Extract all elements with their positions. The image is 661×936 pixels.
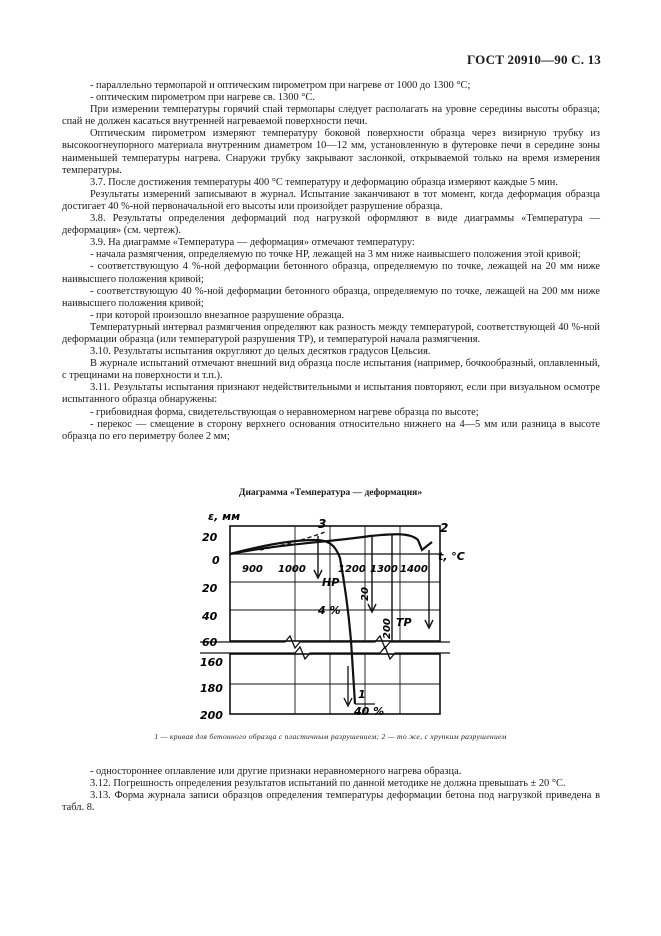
paragraph: - одностороннее оплавление или другие признаки неравномерного нагрева образца. (90, 766, 462, 777)
x-axis-label: t, °C (438, 550, 465, 563)
paragraph: - соответствующую 4 %-ной деформации бетонного образца, определяемую по точке, лежащей на 20 мм ниже наивысшего положения кривой; (62, 261, 600, 285)
y-tick-label: 180 (200, 682, 223, 695)
paragraph: 3.9. На диаграмме «Температура — деформация» отмечают температуру: (90, 237, 415, 249)
x-tick-label: 1000 (278, 564, 306, 575)
figure-caption: 1 — кривая для бетонного образца с пластичным разрушением; 2 — то же, с хрупким разрушением (154, 732, 507, 741)
paragraph: 3.13. Форма журнала записи образцов определения температуры деформации бетона под нагрузкой приведена в табл. 8. (62, 790, 600, 814)
y-tick-label: 40 (202, 610, 218, 623)
paragraph: - соответствующую 40 %-ной деформации бетонного образца, определяемую по точке, лежащей на 200 мм ниже наивысшего положения кривой; (62, 285, 600, 309)
paragraph: Оптическим пирометром измеряют температуру боковой поверхности образца через визирную трубку из высокоогнеупорного материала внутренним диаметром 10—12 мм, установленную в футеровке печи в середине зоны наименьшей температуры нагрева. Снаружи трубку закрывают заслонкой, открываемой только на время измерения температуры. (62, 128, 600, 176)
paragraph: 3.8. Результаты определения деформаций под нагрузкой оформляют в виде диаграммы «Температура — деформация» (см. чертеж). (62, 213, 600, 237)
annotation-40pct: 40 % (354, 705, 385, 718)
figure-title: Диаграмма «Температура — деформация» (238, 488, 423, 498)
annotation-20: 20 (360, 587, 371, 601)
y-tick-label: 160 (200, 656, 223, 669)
paragraph: - при которой произошло внезапное разрушение образца. (90, 309, 345, 321)
y-tick-label: 20 (202, 582, 218, 595)
annotation-200: 200 (382, 618, 393, 639)
main-text (62, 80, 600, 443)
y-tick-label: 200 (200, 709, 223, 722)
paragraph: 3.7. После достижения температуры 400 °C температуру и деформацию образца измеряют каждые 5 мин. (90, 176, 558, 188)
annotation-curve-2: 2 (440, 521, 449, 535)
annotation-tp: ТР (396, 616, 412, 629)
x-tick-label: 1200 (338, 564, 366, 575)
paragraph: - оптическим пирометром при нагреве св. 1300 °C. (90, 92, 315, 104)
paragraph: Результаты измерений записывают в журнал. Испытание заканчивают в тот момент, когда деформация образца достигает 40 %-ной первоначальной его высоты или произойдет разрушение образца. (62, 188, 600, 212)
y-tick-label: 60 (202, 636, 218, 649)
paragraph: - перекос — смещение в сторону верхнего основания относительно нижнего на 4—5 мм или разница в высоте образца по его периметру более 2 мм; (62, 418, 600, 442)
main-text-continued (62, 766, 600, 814)
x-tick-label: 1300 (370, 564, 398, 575)
paragraph: - параллельно термопарой и оптическим пирометром при нагреве от 1000 до 1300 °C; (90, 80, 471, 91)
x-tick-label: 900 (242, 564, 263, 575)
paragraph: 3.10. Результаты испытания округляют до целых десятков градусов Цельсия. (90, 346, 431, 358)
annotation-hp: НР (322, 576, 340, 589)
annotation-4pct: 4 % (318, 604, 341, 617)
paragraph: 3.12. Погрешность определения результатов испытаний по данной методике не должна превышать ± 20 °C. (90, 778, 566, 790)
paragraph: - грибовидная форма, свидетельствующая о неравномерном нагреве образца по высоте; (90, 406, 479, 418)
y-axis-label: ε, мм (208, 510, 241, 523)
temperature-deformation-chart (200, 506, 480, 726)
page-header: ГОСТ 20910—90 С. 13 (467, 52, 601, 67)
y-tick-label: 20 (202, 531, 218, 544)
x-tick-label: 1400 (400, 564, 428, 575)
y-tick-label: 0 (212, 554, 220, 567)
break-line (200, 636, 450, 648)
paragraph: 3.11. Результаты испытания признают недействительными и испытания повторяют, если при визуальном осмотре испытанного образца обнаружены: (62, 382, 600, 406)
paragraph: Температурный интервал размягчения определяют как разность между температурой, соответствующей 40 %-ной деформации образца (или температурой разрушения ТР), и температурой начала размягчения. (62, 321, 600, 345)
paragraph: - начала размягчения, определяемую по точке НР, лежащей на 3 мм ниже наивысшего положения этой кривой; (90, 249, 581, 261)
break-line (200, 647, 450, 659)
paragraph: В журнале испытаний отмечают внешний вид образца после испытания (например, бочкообразный, оплавленный, с трещинами на поверхности и т.п.). (62, 358, 600, 382)
annotation-curve-1: 1 (358, 688, 366, 701)
paragraph: При измерении температуры горячий спай термопары следует располагать на уровне середины высоты образца; спай не должен касаться внутренней нагреваемой поверхности печи. (62, 104, 600, 128)
annotation-curve-3: 3 (318, 517, 327, 531)
